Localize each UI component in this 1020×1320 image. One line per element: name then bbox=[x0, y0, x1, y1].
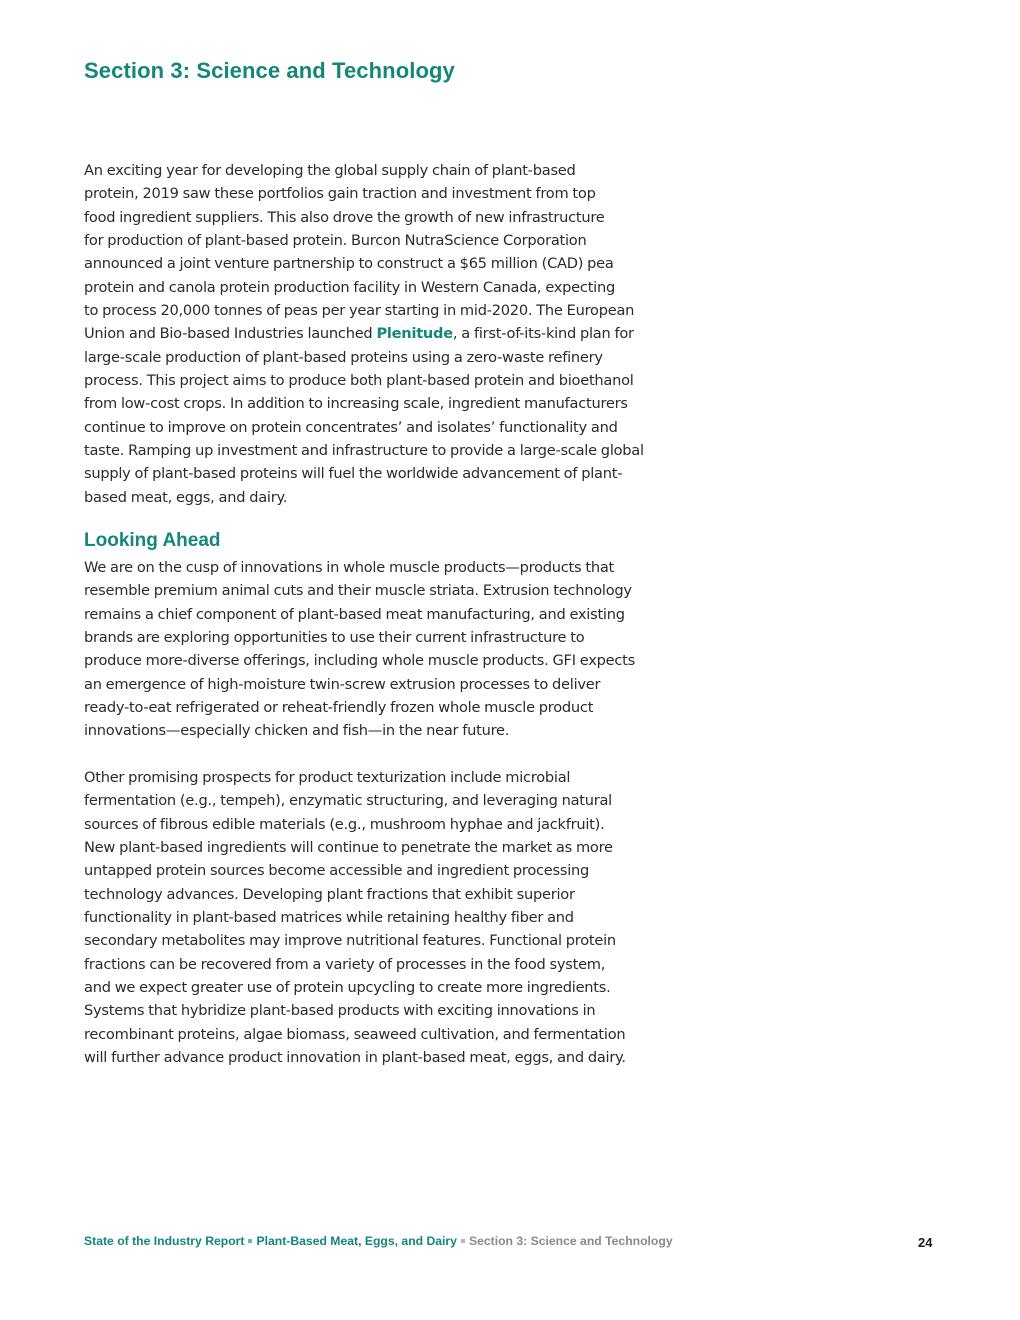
text-line: to process 20,000 tonnes of peas per year starting in mid-2020. The European bbox=[84, 302, 635, 320]
text-line-with-link bbox=[84, 322, 684, 345]
looking-ahead-paragraph-1 bbox=[84, 556, 684, 743]
text-line: technology advances. Developing plant fractions that exhibit superior bbox=[84, 885, 575, 903]
text-line: fractions can be recovered from a variety of processes in the food system, bbox=[84, 955, 606, 973]
text-line: An exciting year for developing the global supply chain of plant-based bbox=[84, 162, 576, 179]
text-line: sources of fibrous edible materials (e.g., mushroom hyphae and jackfruit). bbox=[84, 815, 605, 833]
text-line: ready-to-eat refrigerated or reheat-friendly frozen whole muscle product bbox=[84, 699, 594, 717]
text-line: Other promising prospects for product texturization include microbial bbox=[84, 769, 571, 786]
text-line: innovations—especially chicken and fish—in the near future. bbox=[84, 722, 510, 740]
text-line: process. This project aims to produce both plant-based protein and bioethanol bbox=[84, 372, 634, 390]
page-number: 24 bbox=[918, 1235, 933, 1250]
intro-paragraph bbox=[84, 159, 684, 509]
text-line: continue to improve on protein concentrates’ and isolates’ functionality and bbox=[84, 418, 618, 436]
breadcrumb-section: Section 3: Science and Technology bbox=[468, 1234, 673, 1248]
text-line: We are on the cusp of innovations in whole muscle products—products that bbox=[84, 559, 615, 576]
text-line: produce more-diverse offerings, including whole muscle products. GFI expects bbox=[84, 652, 635, 670]
looking-ahead-heading: Looking Ahead bbox=[84, 530, 221, 551]
text-line: secondary metabolites may improve nutritional features. Functional protein bbox=[84, 932, 616, 950]
footer-breadcrumb bbox=[84, 1234, 673, 1248]
text-line: announced a joint venture partnership to construct a $65 million (CAD) pea bbox=[84, 255, 614, 273]
text-line: protein, 2019 saw these portfolios gain traction and investment from top bbox=[84, 185, 596, 203]
text-line: fermentation (e.g., tempeh), enzymatic structuring, and leveraging natural bbox=[84, 792, 612, 810]
plenitude-link[interactable]: Plenitude bbox=[376, 325, 453, 343]
text-line: resemble premium animal cuts and their muscle striata. Extrusion technology bbox=[84, 582, 632, 600]
page-title: Section 3: Science and Technology bbox=[84, 58, 455, 83]
text-line: New plant-based ingredients will continue to penetrate the market as more bbox=[84, 839, 613, 857]
text-line: will further advance product innovation in plant-based meat, eggs, and dairy. bbox=[84, 1049, 626, 1067]
looking-ahead-paragraph-2 bbox=[84, 766, 684, 1069]
text-line: Systems that hybridize plant-based products with exciting innovations in bbox=[84, 1002, 596, 1020]
text-line: based meat, eggs, and dairy. bbox=[84, 488, 288, 506]
text-fragment: , a first-of-its-kind plan for bbox=[452, 325, 634, 343]
breadcrumb-separator bbox=[248, 1239, 252, 1243]
text-line: untapped protein sources become accessible and ingredient processing bbox=[84, 862, 590, 880]
text-line: protein and canola protein production facility in Western Canada, expecting bbox=[84, 278, 615, 296]
text-line: recombinant proteins, algae biomass, seaweed cultivation, and fermentation bbox=[84, 1025, 626, 1043]
text-fragment: Union and Bio-based Industries launched bbox=[84, 325, 377, 343]
text-line: for production of plant-based protein. Burcon NutraScience Corporation bbox=[84, 232, 587, 250]
text-line: taste. Ramping up investment and infrastructure to provide a large-scale global bbox=[84, 442, 644, 460]
breadcrumb-category[interactable]: Plant-Based Meat, Eggs, and Dairy bbox=[256, 1234, 457, 1248]
text-line: large-scale production of plant-based proteins using a zero-waste refinery bbox=[84, 348, 603, 366]
text-line: food ingredient suppliers. This also drove the growth of new infrastructure bbox=[84, 208, 605, 226]
text-line: and we expect greater use of protein upcycling to create more ingredients. bbox=[84, 979, 611, 997]
text-line: remains a chief component of plant-based meat manufacturing, and existing bbox=[84, 605, 625, 623]
text-line: functionality in plant-based matrices while retaining healthy fiber and bbox=[84, 909, 574, 927]
breadcrumb-separator bbox=[461, 1239, 465, 1243]
breadcrumb-report[interactable]: State of the Industry Report bbox=[84, 1234, 245, 1248]
text-line: from low-cost crops. In addition to increasing scale, ingredient manufacturers bbox=[84, 395, 628, 413]
text-line: brands are exploring opportunities to use their current infrastructure to bbox=[84, 629, 585, 647]
text-line: supply of plant-based proteins will fuel the worldwide advancement of plant- bbox=[84, 465, 623, 483]
text-line: an emergence of high-moisture twin-screw extrusion processes to deliver bbox=[84, 675, 601, 693]
